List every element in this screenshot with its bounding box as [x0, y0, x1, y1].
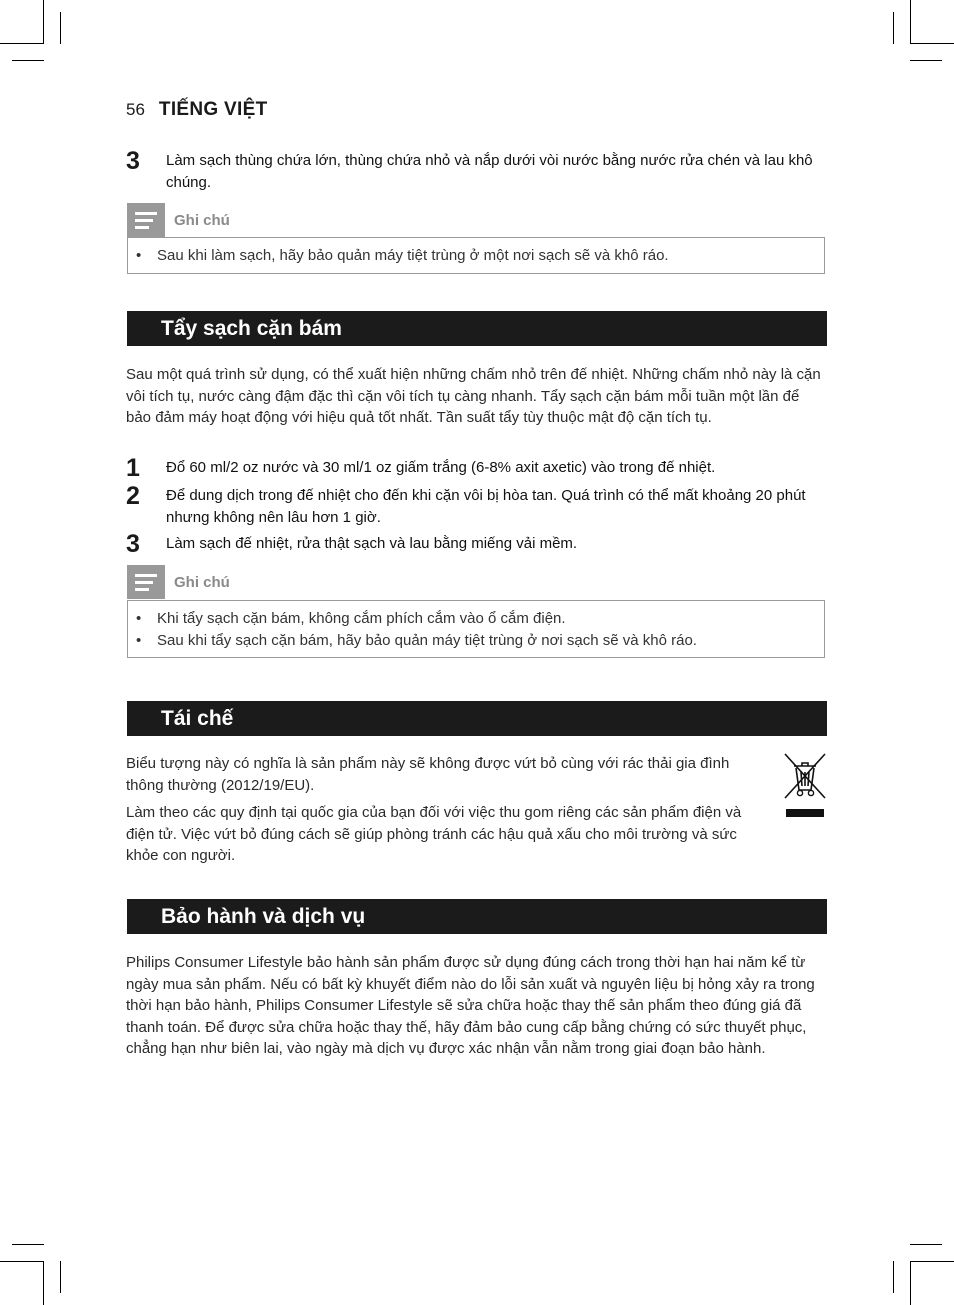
step-item [126, 530, 826, 558]
crop-mark [893, 12, 894, 44]
step-item [126, 482, 826, 528]
crop-mark [60, 12, 61, 44]
crop-mark [893, 1261, 894, 1293]
step-number: 2 [126, 482, 140, 510]
note-item: • Sau khi tẩy sạch cặn bám, hãy bảo quản máy tiệt trùng ở nơi sạch sẽ và khô ráo. [128, 630, 824, 652]
note-box [127, 600, 825, 658]
descaling-intro: Sau một quá trình sử dụng, có thể xuất hiện những chấm nhỏ trên đế nhiệt. Những chấm nhỏ này là cặn vôi tích tụ, nước càng đậm đặc thì cặn vôi tích tụ càng nhanh. Tẩy sạch cặn bám mỗi tuần một lần để bảo đảm máy hoạt động với hiệu quả tốt nhất. Tần suất tẩy tùy thuộc mật độ cặn tích tụ. [126, 366, 821, 426]
recycling-paragraph: Biểu tượng này có nghĩa là sản phẩm này sẽ không được vứt bỏ cùng với rác thải gia đình thông thường (2012/19/EU). [126, 755, 730, 794]
crop-mark [910, 1244, 942, 1245]
crossed-out-wheelie-bin-icon [783, 752, 827, 818]
step-text: Làm sạch thùng chứa lớn, thùng chứa nhỏ và nắp dưới vòi nước bằng nước rửa chén và lau khô chúng. [166, 152, 813, 191]
step-text: Đổ 60 ml/2 oz nước và 30 ml/1 oz giấm trắng (6-8% axit axetic) vào trong đế nhiệt. [166, 459, 716, 476]
note-item: • Khi tẩy sạch cặn bám, không cắm phích cắm vào ổ cắm điện. [128, 608, 824, 630]
note-icon [127, 565, 165, 599]
step-text: Để dung dịch trong đế nhiệt cho đến khi cặn vôi bị hòa tan. Quá trình có thể mất khoảng 20 phút nhưng không nên lâu hơn 1 giờ. [166, 487, 806, 526]
step-number: 3 [126, 530, 140, 558]
section-title-warranty: Bảo hành và dịch vụ [127, 899, 827, 934]
note-item: • Sau khi làm sạch, hãy bảo quản máy tiệt trùng ở một nơi sạch sẽ và khô ráo. [128, 245, 824, 267]
crop-mark [910, 0, 911, 44]
page-header [126, 99, 268, 121]
note-box [127, 237, 825, 274]
crop-mark [910, 60, 942, 61]
crop-mark [0, 43, 44, 44]
section-title-recycling: Tái chế [127, 701, 827, 736]
warranty-paragraph: Philips Consumer Lifestyle bảo hành sản phẩm được sử dụng đúng cách trong thời hạn hai năm kể từ ngày mua sản phẩm. Nếu có bất kỳ khuyết điểm nào do lỗi sản xuất và nguyên liệu bị hỏng xảy ra trong thời hạn bảo hành, Philips Consumer Lifestyle sẽ sửa chữa hoặc thay thế sản phẩm theo đúng giá đã thanh toán. Để được sửa chữa hoặc thay thế, hãy đảm bảo cung cấp bằng chứng có sức thuyết phục, chẳng hạn như biên lai, vào ngày mà dịch vụ được xác nhận vẫn nằm trong giai đoạn bảo hành. [126, 954, 815, 1057]
step-number: 3 [126, 147, 140, 175]
note-header [127, 565, 427, 599]
note-label: Ghi chú [174, 573, 230, 591]
step-item [126, 454, 826, 482]
recycling-paragraph: Làm theo các quy định tại quốc gia của bạn đối với việc thu gom riêng các sản phẩm điện và điện tử. Việc vứt bỏ đúng cách sẽ giúp phòng tránh các hậu quả xấu cho môi trường và sức khỏe con người. [126, 804, 742, 864]
page-number: 56 [126, 100, 145, 119]
crop-mark [910, 1261, 954, 1262]
crop-mark [0, 1261, 44, 1262]
note-header [127, 203, 427, 237]
language-title: TIẾNG VIỆT [158, 99, 268, 120]
crop-mark [60, 1261, 61, 1293]
crop-mark [910, 43, 954, 44]
step-text: Làm sạch đế nhiệt, rửa thật sạch và lau bằng miếng vải mềm. [166, 535, 578, 552]
crop-mark [910, 1261, 911, 1305]
crop-mark [12, 60, 44, 61]
step-number: 1 [126, 454, 140, 482]
step-item [126, 147, 826, 193]
crop-mark [12, 1244, 44, 1245]
section-title-descaling: Tẩy sạch cặn bám [127, 311, 827, 346]
note-label: Ghi chú [174, 211, 230, 229]
note-icon [127, 203, 165, 237]
crop-mark [43, 0, 44, 44]
crop-mark [43, 1261, 44, 1305]
